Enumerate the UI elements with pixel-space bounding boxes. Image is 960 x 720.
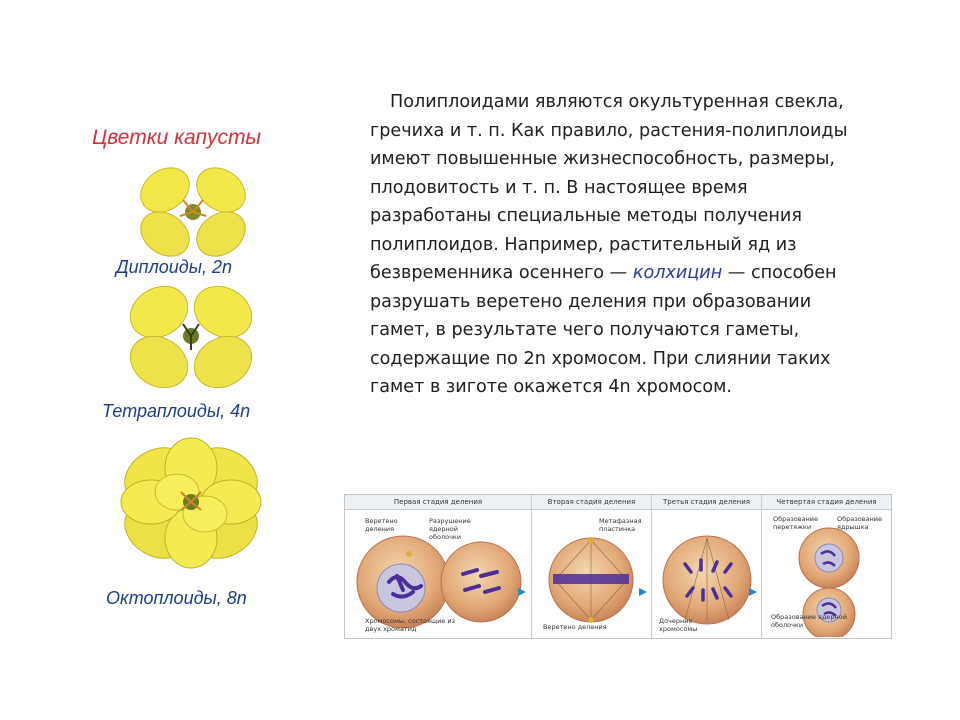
flowers-title: Цветки капусты bbox=[92, 126, 261, 149]
nucleus bbox=[815, 544, 843, 572]
label-daughter-chromosomes: Дочерние хромосомы bbox=[659, 617, 698, 633]
stage4-header: Четвертая стадия деления bbox=[762, 495, 891, 510]
mitosis-figure bbox=[344, 494, 892, 639]
stage3-header: Третья стадия деления bbox=[652, 495, 761, 510]
arrow-icon bbox=[518, 588, 526, 596]
label-spindle: Веретено деления bbox=[365, 517, 398, 533]
stage1-header: Первая стадия деления bbox=[345, 495, 531, 510]
paragraph-part2: — способен разрушать веретено деления при образовании гамет, в результате чего получаются гаметы, содержащие по 2n хромосом. При слиянии таких гамет в зиготе окажется 4n хромосом. bbox=[370, 263, 837, 397]
centriole bbox=[406, 551, 412, 557]
label-nucleolus: Образование ядрышка bbox=[837, 515, 882, 531]
label-membrane-break: Разрушение ядерной оболочки bbox=[429, 517, 471, 541]
cell bbox=[441, 542, 521, 622]
label-chromosomes: Хромосомы, состоящие из двух хроматид bbox=[365, 617, 456, 633]
diploid-flower-image bbox=[128, 160, 258, 260]
flowers-panel bbox=[88, 118, 308, 618]
arrow-icon bbox=[639, 588, 647, 596]
diploid-caption: Диплоиды, 2n bbox=[116, 257, 232, 277]
label-constriction: Образование перетяжки bbox=[773, 515, 818, 531]
stage2-header: Вторая стадия деления bbox=[532, 495, 651, 510]
label-metaphase-plate: Метафазная пластинка bbox=[599, 517, 642, 533]
main-paragraph bbox=[370, 88, 870, 402]
centriole bbox=[588, 537, 594, 543]
label-spindle-2: Веретено деления bbox=[543, 623, 607, 631]
colchicine-term: колхицин bbox=[632, 263, 723, 283]
tetraploid-flower-image bbox=[116, 278, 266, 398]
arrow-icon bbox=[749, 588, 757, 596]
octoploid-flower-image bbox=[110, 434, 272, 572]
paragraph-part1: Полиплоидами являются окультуренная свекла, гречиха и т. п. Как правило, растения-полиплоиды имеют повышенные жизнеспособность, размеры, плодовитость и т. п. В настоящее время разработаны специальные методы получения полиплоидов. Например, растительный яд из безвременника осеннего — bbox=[370, 92, 848, 283]
octoploid-caption: Октоплоиды, 8n bbox=[106, 588, 247, 608]
tetraploid-caption: Тетраплоиды, 4n bbox=[102, 401, 251, 421]
metaphase-plate bbox=[553, 574, 629, 584]
label-new-membrane: Образование ядерной оболочки bbox=[771, 613, 848, 629]
